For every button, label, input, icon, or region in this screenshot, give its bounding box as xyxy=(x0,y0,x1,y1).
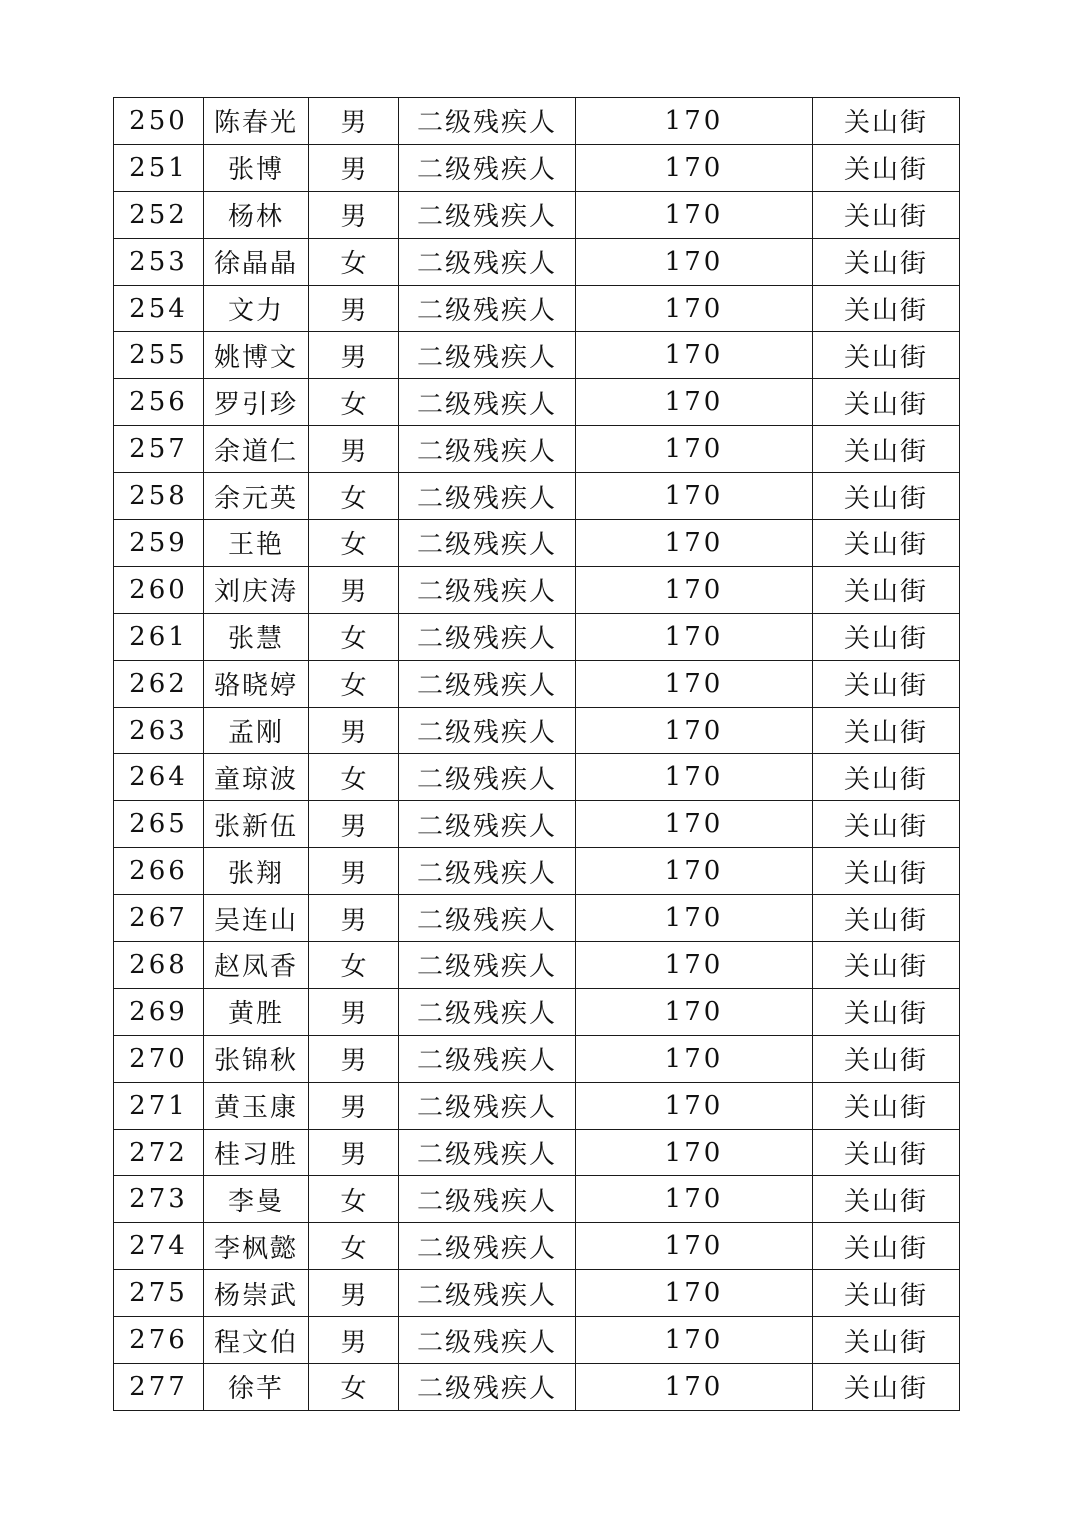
row-number-cell: 265 xyxy=(114,801,204,848)
row-number-cell: 276 xyxy=(114,1317,204,1364)
street-cell: 关山街 xyxy=(813,520,960,567)
gender-cell: 男 xyxy=(309,707,399,754)
disability-category-cell: 二级残疾人 xyxy=(399,1223,576,1270)
disability-category-cell: 二级残疾人 xyxy=(399,942,576,989)
amount-cell: 170 xyxy=(576,801,813,848)
amount-cell: 170 xyxy=(576,1176,813,1223)
table-row xyxy=(114,707,960,754)
amount-cell: 170 xyxy=(576,1364,813,1411)
disability-category-cell: 二级残疾人 xyxy=(399,1035,576,1082)
row-number-cell: 277 xyxy=(114,1364,204,1411)
street-cell: 关山街 xyxy=(813,98,960,145)
name-cell: 骆晓婷 xyxy=(204,660,309,707)
table-row xyxy=(114,566,960,613)
row-number-cell: 267 xyxy=(114,895,204,942)
amount-cell: 170 xyxy=(576,426,813,473)
row-number-cell: 252 xyxy=(114,191,204,238)
table-row xyxy=(114,1364,960,1411)
name-cell: 孟刚 xyxy=(204,707,309,754)
amount-cell: 170 xyxy=(576,660,813,707)
table-row xyxy=(114,895,960,942)
table-row xyxy=(114,1176,960,1223)
amount-cell: 170 xyxy=(576,379,813,426)
gender-cell: 男 xyxy=(309,895,399,942)
gender-cell: 男 xyxy=(309,191,399,238)
amount-cell: 170 xyxy=(576,942,813,989)
row-number-cell: 274 xyxy=(114,1223,204,1270)
row-number-cell: 269 xyxy=(114,988,204,1035)
disability-category-cell: 二级残疾人 xyxy=(399,426,576,473)
row-number-cell: 271 xyxy=(114,1082,204,1129)
amount-cell: 170 xyxy=(576,1317,813,1364)
amount-cell: 170 xyxy=(576,1035,813,1082)
amount-cell: 170 xyxy=(576,1270,813,1317)
name-cell: 张翔 xyxy=(204,848,309,895)
gender-cell: 男 xyxy=(309,1129,399,1176)
gender-cell: 女 xyxy=(309,1364,399,1411)
street-cell: 关山街 xyxy=(813,566,960,613)
street-cell: 关山街 xyxy=(813,473,960,520)
gender-cell: 女 xyxy=(309,379,399,426)
row-number-cell: 262 xyxy=(114,660,204,707)
amount-cell: 170 xyxy=(576,848,813,895)
gender-cell: 男 xyxy=(309,566,399,613)
street-cell: 关山街 xyxy=(813,285,960,332)
row-number-cell: 272 xyxy=(114,1129,204,1176)
row-number-cell: 250 xyxy=(114,98,204,145)
table-row xyxy=(114,660,960,707)
row-number-cell: 251 xyxy=(114,144,204,191)
street-cell: 关山街 xyxy=(813,942,960,989)
table-row xyxy=(114,1082,960,1129)
street-cell: 关山街 xyxy=(813,1364,960,1411)
gender-cell: 女 xyxy=(309,1176,399,1223)
name-cell: 杨林 xyxy=(204,191,309,238)
table-row xyxy=(114,1317,960,1364)
street-cell: 关山街 xyxy=(813,1317,960,1364)
gender-cell: 女 xyxy=(309,754,399,801)
disability-category-cell: 二级残疾人 xyxy=(399,660,576,707)
street-cell: 关山街 xyxy=(813,848,960,895)
amount-cell: 170 xyxy=(576,707,813,754)
row-number-cell: 253 xyxy=(114,238,204,285)
name-cell: 张新伍 xyxy=(204,801,309,848)
disability-category-cell: 二级残疾人 xyxy=(399,379,576,426)
table-row xyxy=(114,1035,960,1082)
table-row xyxy=(114,988,960,1035)
disability-category-cell: 二级残疾人 xyxy=(399,1129,576,1176)
row-number-cell: 275 xyxy=(114,1270,204,1317)
disability-category-cell: 二级残疾人 xyxy=(399,895,576,942)
disability-category-cell: 二级残疾人 xyxy=(399,848,576,895)
table-row xyxy=(114,520,960,567)
street-cell: 关山街 xyxy=(813,1129,960,1176)
amount-cell: 170 xyxy=(576,191,813,238)
street-cell: 关山街 xyxy=(813,988,960,1035)
table-row xyxy=(114,191,960,238)
disability-category-cell: 二级残疾人 xyxy=(399,1176,576,1223)
gender-cell: 男 xyxy=(309,1035,399,1082)
amount-cell: 170 xyxy=(576,473,813,520)
disability-category-cell: 二级残疾人 xyxy=(399,144,576,191)
gender-cell: 女 xyxy=(309,238,399,285)
disability-category-cell: 二级残疾人 xyxy=(399,1364,576,1411)
roster-table xyxy=(113,97,960,1411)
row-number-cell: 261 xyxy=(114,613,204,660)
row-number-cell: 268 xyxy=(114,942,204,989)
street-cell: 关山街 xyxy=(813,1035,960,1082)
disability-category-cell: 二级残疾人 xyxy=(399,1270,576,1317)
disability-category-cell: 二级残疾人 xyxy=(399,1082,576,1129)
street-cell: 关山街 xyxy=(813,238,960,285)
table-row xyxy=(114,1270,960,1317)
name-cell: 文力 xyxy=(204,285,309,332)
name-cell: 童琼波 xyxy=(204,754,309,801)
amount-cell: 170 xyxy=(576,285,813,332)
amount-cell: 170 xyxy=(576,332,813,379)
name-cell: 徐芊 xyxy=(204,1364,309,1411)
gender-cell: 男 xyxy=(309,98,399,145)
name-cell: 程文伯 xyxy=(204,1317,309,1364)
street-cell: 关山街 xyxy=(813,660,960,707)
amount-cell: 170 xyxy=(576,520,813,567)
gender-cell: 女 xyxy=(309,520,399,567)
gender-cell: 女 xyxy=(309,1223,399,1270)
street-cell: 关山街 xyxy=(813,1176,960,1223)
disability-category-cell: 二级残疾人 xyxy=(399,473,576,520)
disability-category-cell: 二级残疾人 xyxy=(399,613,576,660)
table-row xyxy=(114,1223,960,1270)
disability-category-cell: 二级残疾人 xyxy=(399,1317,576,1364)
table-row xyxy=(114,98,960,145)
roster-table-body xyxy=(114,98,960,1411)
disability-category-cell: 二级残疾人 xyxy=(399,332,576,379)
name-cell: 王艳 xyxy=(204,520,309,567)
street-cell: 关山街 xyxy=(813,801,960,848)
gender-cell: 男 xyxy=(309,285,399,332)
street-cell: 关山街 xyxy=(813,144,960,191)
name-cell: 李曼 xyxy=(204,1176,309,1223)
street-cell: 关山街 xyxy=(813,1082,960,1129)
gender-cell: 男 xyxy=(309,1317,399,1364)
gender-cell: 女 xyxy=(309,473,399,520)
row-number-cell: 264 xyxy=(114,754,204,801)
row-number-cell: 256 xyxy=(114,379,204,426)
table-row xyxy=(114,942,960,989)
disability-category-cell: 二级残疾人 xyxy=(399,191,576,238)
row-number-cell: 270 xyxy=(114,1035,204,1082)
row-number-cell: 263 xyxy=(114,707,204,754)
row-number-cell: 259 xyxy=(114,520,204,567)
amount-cell: 170 xyxy=(576,238,813,285)
row-number-cell: 257 xyxy=(114,426,204,473)
gender-cell: 男 xyxy=(309,1270,399,1317)
row-number-cell: 258 xyxy=(114,473,204,520)
amount-cell: 170 xyxy=(576,144,813,191)
row-number-cell: 254 xyxy=(114,285,204,332)
name-cell: 赵凤香 xyxy=(204,942,309,989)
gender-cell: 女 xyxy=(309,660,399,707)
amount-cell: 170 xyxy=(576,988,813,1035)
table-row xyxy=(114,426,960,473)
table-row xyxy=(114,801,960,848)
street-cell: 关山街 xyxy=(813,754,960,801)
name-cell: 张慧 xyxy=(204,613,309,660)
table-row xyxy=(114,473,960,520)
table-row xyxy=(114,144,960,191)
table-row xyxy=(114,238,960,285)
amount-cell: 170 xyxy=(576,1129,813,1176)
amount-cell: 170 xyxy=(576,1223,813,1270)
name-cell: 陈春光 xyxy=(204,98,309,145)
amount-cell: 170 xyxy=(576,1082,813,1129)
name-cell: 刘庆涛 xyxy=(204,566,309,613)
street-cell: 关山街 xyxy=(813,895,960,942)
amount-cell: 170 xyxy=(576,754,813,801)
amount-cell: 170 xyxy=(576,895,813,942)
gender-cell: 男 xyxy=(309,848,399,895)
name-cell: 李枫懿 xyxy=(204,1223,309,1270)
name-cell: 黄胜 xyxy=(204,988,309,1035)
name-cell: 徐晶晶 xyxy=(204,238,309,285)
street-cell: 关山街 xyxy=(813,191,960,238)
street-cell: 关山街 xyxy=(813,1270,960,1317)
street-cell: 关山街 xyxy=(813,332,960,379)
disability-category-cell: 二级残疾人 xyxy=(399,238,576,285)
table-row xyxy=(114,1129,960,1176)
table-row xyxy=(114,332,960,379)
gender-cell: 男 xyxy=(309,144,399,191)
name-cell: 罗引珍 xyxy=(204,379,309,426)
street-cell: 关山街 xyxy=(813,613,960,660)
table-row xyxy=(114,754,960,801)
name-cell: 杨崇武 xyxy=(204,1270,309,1317)
name-cell: 桂习胜 xyxy=(204,1129,309,1176)
table-row xyxy=(114,285,960,332)
street-cell: 关山街 xyxy=(813,1223,960,1270)
row-number-cell: 266 xyxy=(114,848,204,895)
name-cell: 余道仁 xyxy=(204,426,309,473)
table-row xyxy=(114,613,960,660)
name-cell: 黄玉康 xyxy=(204,1082,309,1129)
disability-category-cell: 二级残疾人 xyxy=(399,754,576,801)
disability-category-cell: 二级残疾人 xyxy=(399,285,576,332)
row-number-cell: 255 xyxy=(114,332,204,379)
name-cell: 张锦秋 xyxy=(204,1035,309,1082)
gender-cell: 男 xyxy=(309,801,399,848)
gender-cell: 女 xyxy=(309,942,399,989)
gender-cell: 男 xyxy=(309,1082,399,1129)
amount-cell: 170 xyxy=(576,566,813,613)
disability-category-cell: 二级残疾人 xyxy=(399,988,576,1035)
gender-cell: 男 xyxy=(309,988,399,1035)
row-number-cell: 273 xyxy=(114,1176,204,1223)
street-cell: 关山街 xyxy=(813,426,960,473)
disability-category-cell: 二级残疾人 xyxy=(399,98,576,145)
table-row xyxy=(114,848,960,895)
amount-cell: 170 xyxy=(576,98,813,145)
disability-category-cell: 二级残疾人 xyxy=(399,801,576,848)
name-cell: 姚博文 xyxy=(204,332,309,379)
gender-cell: 男 xyxy=(309,426,399,473)
street-cell: 关山街 xyxy=(813,707,960,754)
gender-cell: 女 xyxy=(309,613,399,660)
disability-category-cell: 二级残疾人 xyxy=(399,566,576,613)
amount-cell: 170 xyxy=(576,613,813,660)
table-row xyxy=(114,379,960,426)
name-cell: 吴连山 xyxy=(204,895,309,942)
name-cell: 张博 xyxy=(204,144,309,191)
street-cell: 关山街 xyxy=(813,379,960,426)
name-cell: 余元英 xyxy=(204,473,309,520)
disability-category-cell: 二级残疾人 xyxy=(399,707,576,754)
disability-category-cell: 二级残疾人 xyxy=(399,520,576,567)
gender-cell: 男 xyxy=(309,332,399,379)
row-number-cell: 260 xyxy=(114,566,204,613)
